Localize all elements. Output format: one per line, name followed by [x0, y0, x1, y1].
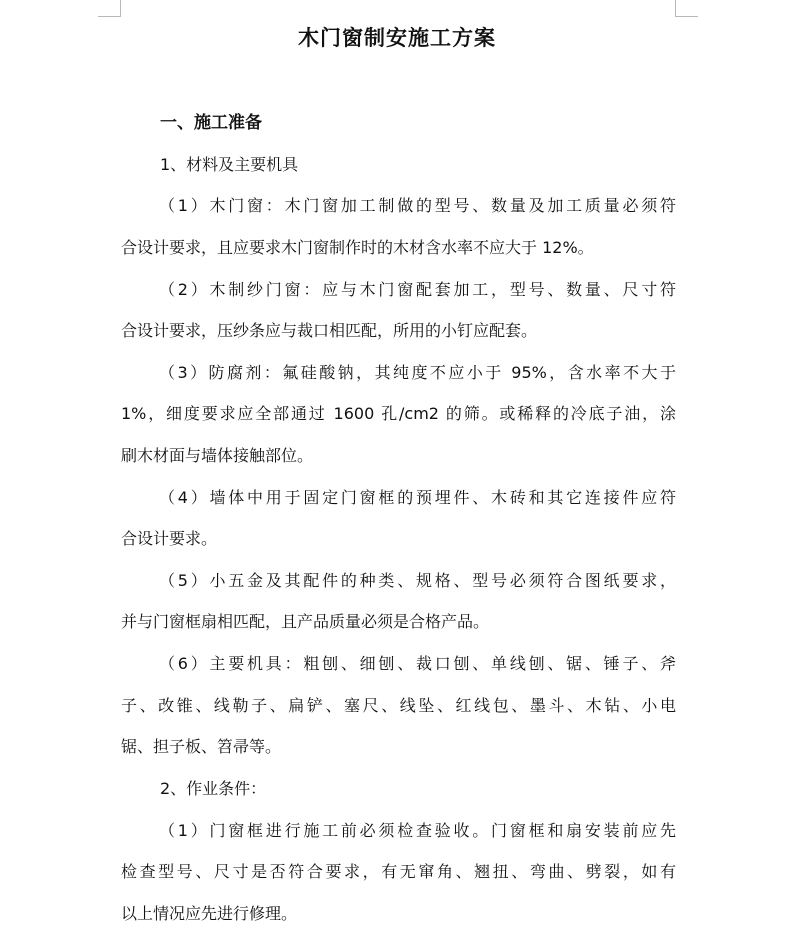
paragraph-line: 合设计要求，且应要求木门窗制作时的木材含水率不应大于 12%。: [121, 238, 594, 257]
page-corner-mark-top-right: [675, 0, 698, 17]
subheading-work-conditions: 2、作业条件：: [160, 779, 267, 798]
paragraph-line: （5）小五金及其配件的种类、规格、型号必须符合图纸要求，: [159, 571, 676, 590]
paragraph-line: 检查型号、尺寸是否符合要求，有无窜角、翘扭、弯曲、劈裂，如有: [121, 862, 676, 881]
paragraph-line: （3）防腐剂：氟硅酸钠，其纯度不应小于 95%，含水率不大于: [159, 363, 676, 382]
paragraph-line: （6）主要机具：粗刨、细刨、裁口刨、单线刨、锯、锤子、斧: [159, 654, 676, 673]
paragraph-line: 子、改锥、线勒子、扁铲、塞尺、线坠、红线包、墨斗、木钻、小电: [121, 696, 676, 715]
paragraph-line: 刷木材面与墙体接触部位。: [121, 446, 314, 465]
paragraph-line: 合设计要求，压纱条应与裁口相匹配，所用的小钉应配套。: [121, 321, 538, 340]
paragraph-line: 锯、担子板、笤帚等。: [121, 737, 282, 756]
paragraph-line: 合设计要求。: [121, 529, 218, 548]
paragraph-line: （1）门窗框进行施工前必须检查验收。门窗框和扇安装前应先: [159, 821, 676, 840]
page-corner-mark-top-left: [98, 0, 121, 17]
paragraph-line: 1%，细度要求应全部通过 1600 孔/cm2 的筛。或稀释的冷底子油，涂: [121, 404, 676, 423]
paragraph-line: （1）木门窗：木门窗加工制做的型号、数量及加工质量必须符: [159, 196, 676, 215]
paragraph-line: （4）墙体中用于固定门窗框的预埋件、木砖和其它连接件应符: [159, 488, 676, 507]
section-heading-preparation: 一、施工准备: [160, 113, 262, 133]
paragraph-line: 以上情况应先进行修理。: [121, 904, 298, 923]
document-title: 木门窗制安施工方案: [298, 26, 496, 50]
paragraph-line: （2）木制纱门窗：应与木门窗配套加工，型号、数量、尺寸符: [159, 280, 676, 299]
paragraph-line: 并与门窗框扇相匹配，且产品质量必须是合格产品。: [121, 612, 490, 631]
subheading-materials-tools: 1、材料及主要机具: [160, 155, 299, 174]
